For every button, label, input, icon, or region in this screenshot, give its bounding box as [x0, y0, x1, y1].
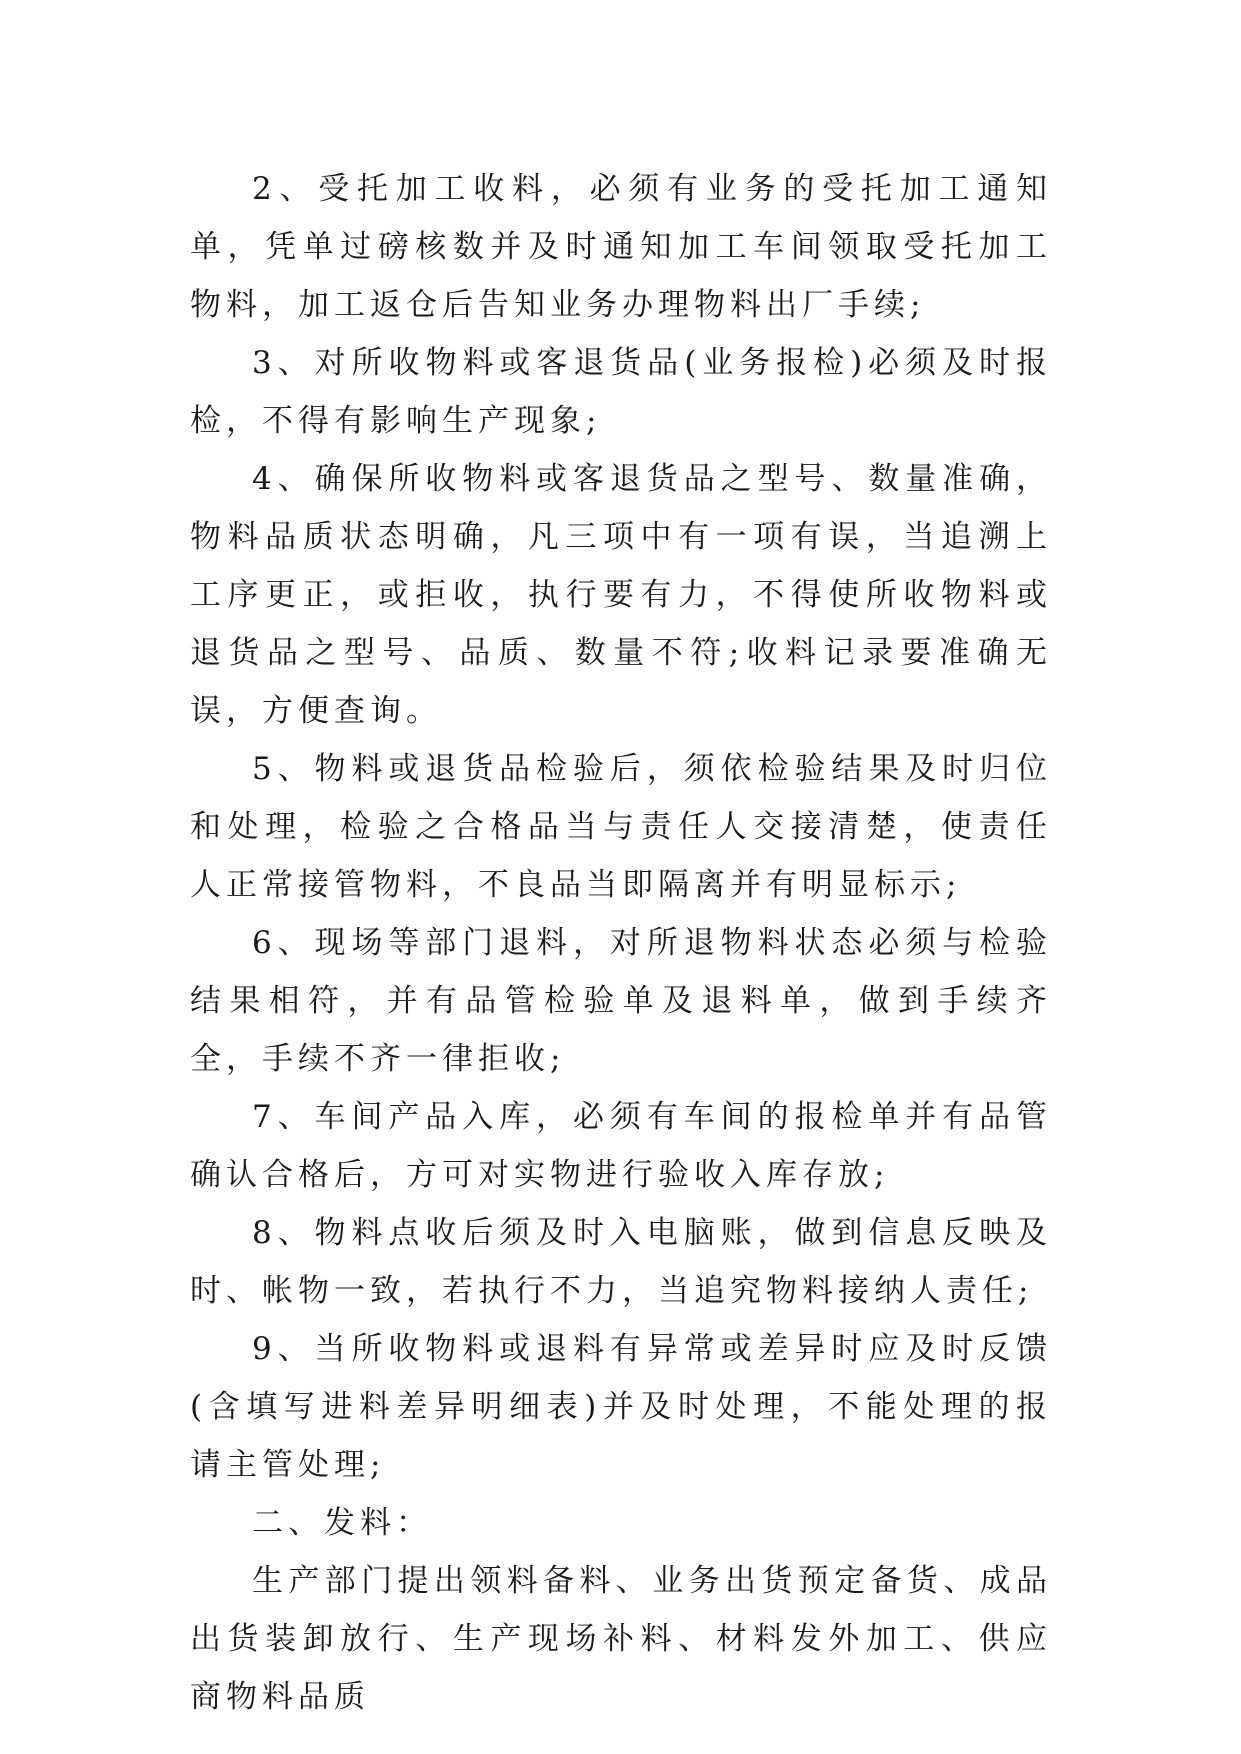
paragraph-issuing-intro: 生产部门提出领料备料、业务出货预定备货、成品出货装卸放行、生产现场补料、材料发外加工、供应商物料品质 — [190, 1563, 1052, 1715]
document-body — [190, 160, 1052, 1726]
section-heading-issuing: 二、发料： — [252, 1505, 432, 1541]
paragraph-item-4-accuracy: 4、确保所收物料或客退货品之型号、数量准确，物料品质状态明确，凡三项中有一项有误，当追溯上工序更正，或拒收，执行要有力，不得使所收物料或退货品之型号、品质、数量不符;收料记录要准确无误，方便查询。 — [190, 461, 1052, 729]
paragraph-item-7-warehousing: 7、车间产品入库，必须有车间的报检单并有品管确认合格后，方可对实物进行验收入库存放; — [190, 1099, 1052, 1193]
paragraph-item-9-exceptions: 9、当所收物料或退料有异常或差异时应及时反馈(含填写进料差异明细表)并及时处理，不能处理的报请主管处理; — [190, 1331, 1052, 1483]
paragraph-item-8-accounting: 8、物料点收后须及时入电脑账，做到信息反映及时、帐物一致，若执行不力，当追究物料接纳人责任; — [190, 1215, 1052, 1309]
paragraph-item-5-post-inspection: 5、物料或退货品检验后，须依检验结果及时归位和处理，检验之合格品当与责任人交接清楚，使责任人正常接管物料，不良品当即隔离并有明显标示; — [190, 751, 1052, 903]
paragraph-item-3-inspection: 3、对所收物料或客退货品(业务报检)必须及时报检，不得有影响生产现象; — [190, 345, 1052, 439]
paragraph-item-6-returns: 6、现场等部门退料，对所退物料状态必须与检验结果相符，并有品管检验单及退料单，做到手续齐全，手续不齐一律拒收; — [190, 925, 1052, 1077]
paragraph-item-2-outsourced-receiving: 2、受托加工收料，必须有业务的受托加工通知单，凭单过磅核数并及时通知加工车间领取受托加工物料，加工返仓后告知业务办理物料出厂手续; — [190, 171, 1052, 323]
